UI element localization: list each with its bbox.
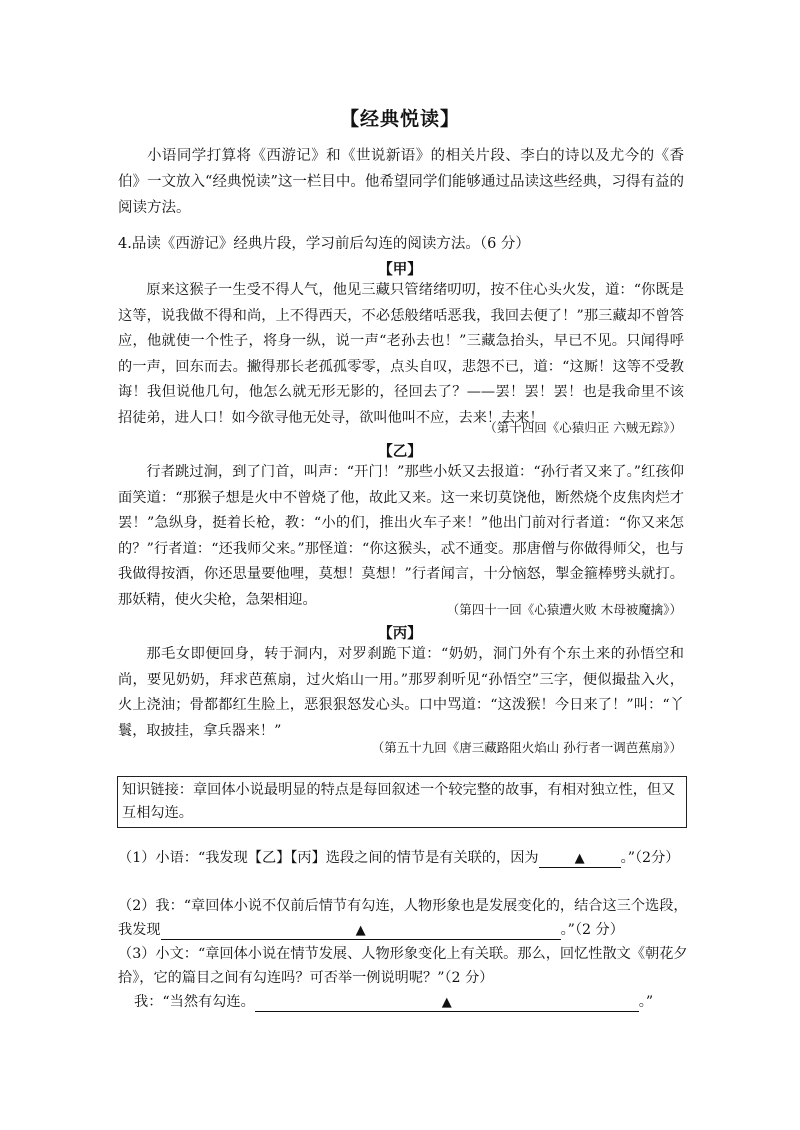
excerpt-yi-text: 行者跳过涧，到了门首，叫声：“开门！”那些小妖又去报道：“孙行者又来了。”红孩仰面笑道：“那猴子想是火中不曾烧了他，故此又来。这一来切莫饶他，断然烧个皮焦肉烂才罢！”急纵身，挺着长枪，教：“小的们，推出火车子来！”他出门前对行者道：“你又来怎的？”行者道：“还我师父来。”那怪道：“你这猴头，忒不通变。那唐僧与你做得师父，也与我做得按酒，你还思量要他哩，莫想！莫想！”行者闻言，十分恼怒，掣金箍棒劈头就打。那妖精，使火尖枪，急架相迎。 — [118, 464, 684, 608]
excerpt-jia-source: （第十四回《心猿归正 六贼无踪》） — [484, 420, 682, 435]
sub-question-2 — [118, 894, 688, 942]
triangle-marker-icon: ▲ — [574, 851, 585, 866]
q1-answer-blank[interactable] — [539, 849, 621, 868]
q2-line1: （2）我：“章回体小说不仅前后情节有勾连，人物形象也是发展变化的，结合这三个选段， — [118, 898, 688, 914]
excerpt-yi-label: 【乙】 — [378, 444, 422, 460]
sub-question-1 — [118, 846, 688, 870]
q3-tail: 。” — [638, 994, 654, 1010]
excerpt-bing-label: 【丙】 — [378, 626, 422, 642]
intro-paragraph: 小语同学打算将《西游记》和《世说新语》的相关片段、李白的诗以及尤今的《香伯》一文放入“经典悦读”这一栏目中。他希望同学们能够通过品读这些经典，习得有益的阅读方法。 — [118, 148, 684, 216]
q3-answer-blank[interactable] — [255, 993, 639, 1012]
excerpt-yi-source: （第四十一回《心猿遭火败 木母被魔擒》） — [446, 602, 682, 617]
excerpt-bing-source: （第五十九回《唐三藏路阻火焰山 孙行者一调芭蕉扇》） — [371, 740, 682, 755]
triangle-marker-icon: ▲ — [355, 923, 366, 938]
q1-text: （1）小语：“我发现【乙】【丙】选段之间的情节是有关联的，因为 — [118, 850, 539, 866]
triangle-marker-icon: ▲ — [441, 995, 452, 1010]
excerpt-bing-text: 那毛女即便回身，转于洞内，对罗刹跪下道：“奶奶，洞门外有个东土来的孙悟空和尚，要见奶奶，拜求芭蕉扇，过火焰山一用。”那罗刹听见“孙悟空”三字，便似撮盐入火，火上浇油；骨都都红生脸上，恶狠狠怒发心头。口中骂道：“这泼猴！今日来了！”叫：“丫鬟，取披挂，拿兵器来！” — [118, 646, 684, 739]
question-4-heading: 4.品读《西游记》经典片段，学习前后勾连的阅读方法。（6 分） — [118, 236, 530, 252]
q2-answer-blank[interactable] — [161, 921, 561, 940]
q2-prefix: 我发现 — [118, 922, 161, 938]
sub-question-3: （3）小文：“章回体小说在情节发展、人物形象变化上有关联。那么，回忆性散文《朝花夕拾》，它的篇目之间有勾连吗？可否举一例说明呢？”（2 分） — [118, 946, 688, 986]
excerpt-jia-text: 原来这猴子一生受不得人气，他见三藏只管绪绪叨叨，按不住心头火发，道：“你既是这等，说我做不得和尚，上不得西天，不必恁般绪咶恶我，我回去便了！”那三藏却不曾答应，他就使一个性子，将身一纵，说一声“老孙去也！”三藏急抬头，早已不见。只闻得呼的一声，回东而去。撇得那长老孤孤零零，点头自叹，悲怨不已，道：“这厮！这等不受教诲！我但说他几句，他怎么就无形无影的，径回去了？——罢！罢！罢！也是我命里不该招徒弟，进人口！如今欲寻他无处寻，欲叫他叫不应，去来！去来！ — [118, 282, 684, 426]
q1-tail: 。”（2分） — [620, 850, 680, 866]
q2-tail: 。”（2 分） — [560, 922, 624, 938]
knowledge-link-box: 知识链接：章回体小说最明显的特点是每回叙述一个较完整的故事，有相对独立性，但又互相勾连。 — [117, 776, 687, 828]
excerpt-jia-label: 【甲】 — [378, 262, 422, 278]
sub-question-3-answer — [134, 990, 694, 1014]
section-title: 【经典悦读】 — [339, 108, 460, 130]
q3-answer-prefix: 我：“当然有勾连。 — [134, 994, 255, 1010]
